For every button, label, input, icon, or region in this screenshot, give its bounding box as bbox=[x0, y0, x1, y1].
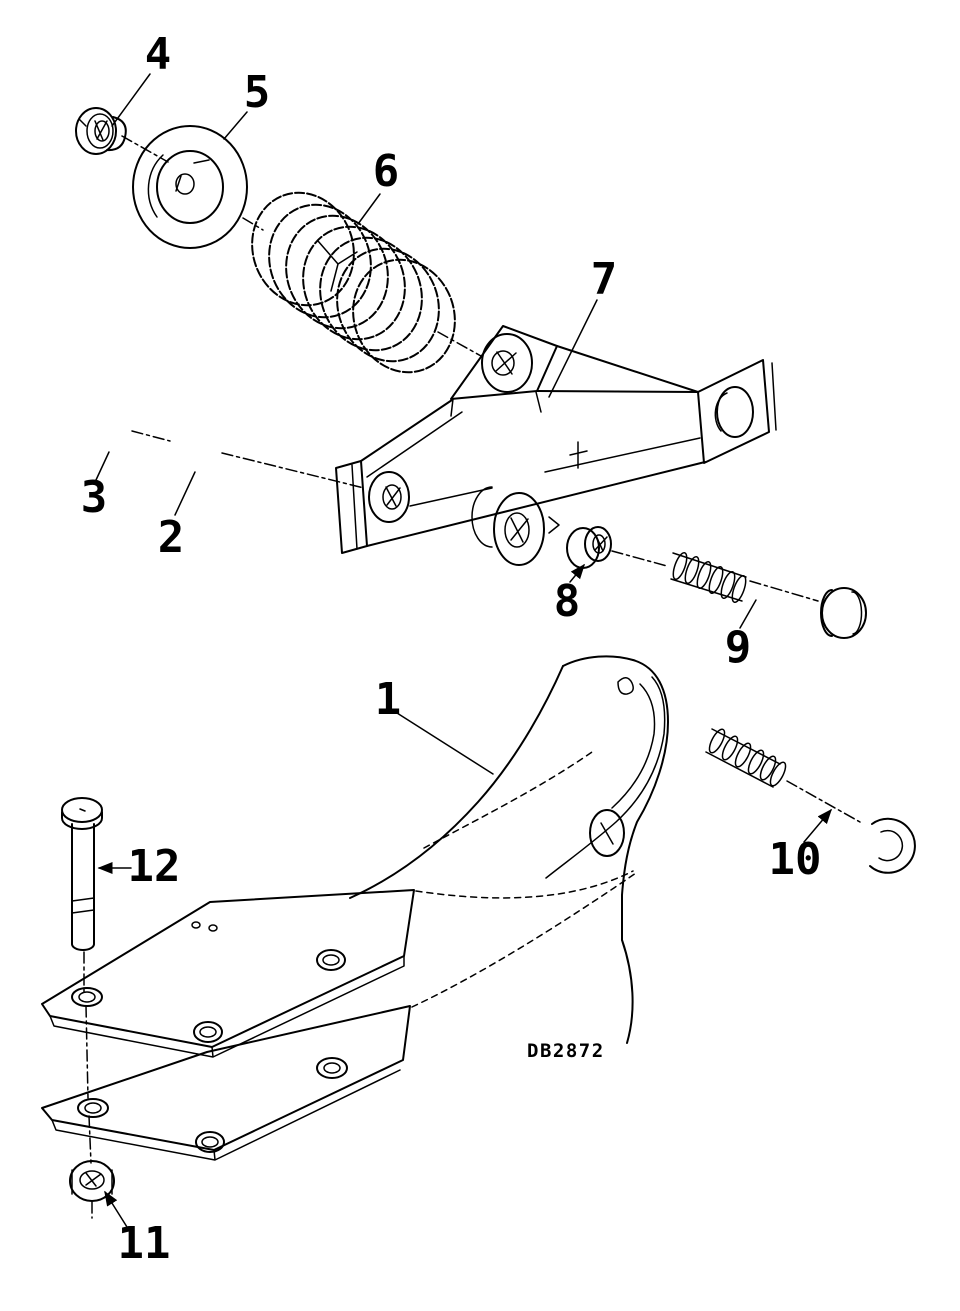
callout-3: 3 bbox=[80, 472, 108, 523]
callout-4: 4 bbox=[144, 29, 172, 80]
part-7-upper-bracket bbox=[336, 326, 776, 565]
callout-2: 2 bbox=[157, 512, 185, 563]
callout-9: 9 bbox=[724, 622, 752, 673]
callout-leader-lines bbox=[96, 74, 831, 1227]
part-1-lower-bracket bbox=[42, 656, 668, 1160]
callout-5: 5 bbox=[243, 67, 271, 118]
callout-6: 6 bbox=[372, 146, 400, 197]
callout-11: 11 bbox=[117, 1218, 171, 1269]
part-9-bolt bbox=[671, 551, 866, 638]
part-4-nut bbox=[76, 108, 126, 154]
callout-7: 7 bbox=[590, 254, 618, 305]
assembly-centerlines bbox=[122, 136, 667, 566]
part-5-washer bbox=[133, 126, 247, 248]
part-6-spring bbox=[237, 178, 471, 386]
callout-12: 12 bbox=[127, 841, 181, 892]
part-8-bushing bbox=[567, 527, 611, 568]
callout-8: 8 bbox=[553, 576, 581, 627]
drawing-code: DB2872 bbox=[527, 1040, 605, 1062]
part-12-long-bolt bbox=[62, 798, 102, 1218]
callout-10: 10 bbox=[768, 834, 822, 885]
callout-1: 1 bbox=[374, 674, 402, 725]
